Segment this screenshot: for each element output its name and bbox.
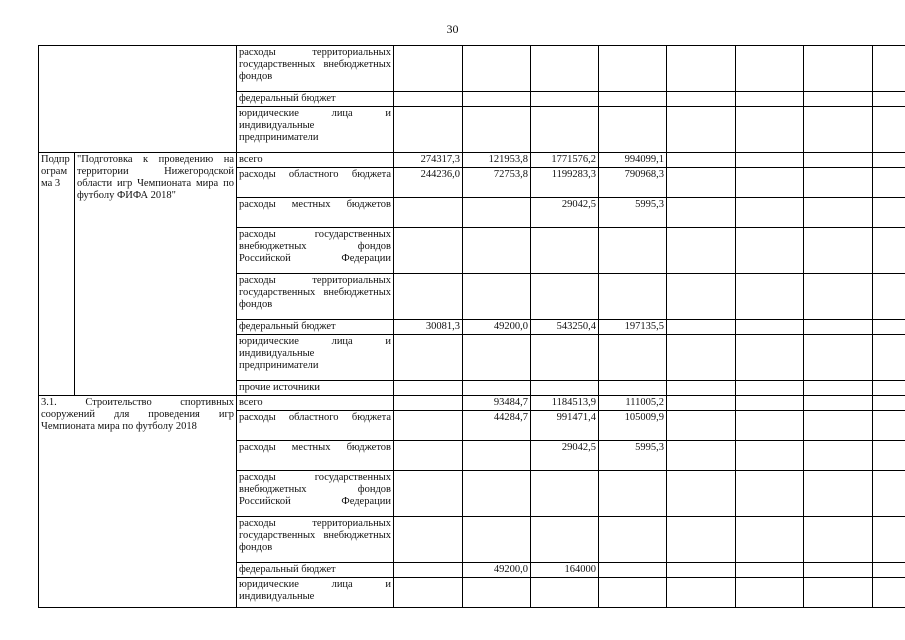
value-cell (873, 381, 905, 396)
value-cell (804, 198, 873, 228)
value-cell (394, 274, 463, 320)
value-cell (667, 153, 736, 168)
value-cell (667, 320, 736, 335)
value-cell (463, 107, 531, 153)
value-cell (531, 92, 599, 107)
value-cell: 49200,0 (463, 563, 531, 578)
value-cell (531, 228, 599, 274)
value-cell (804, 411, 873, 441)
value-cell (463, 381, 531, 396)
continued-program-cell (39, 46, 237, 153)
funding-source-cell: прочие источники (237, 381, 394, 396)
value-cell (667, 107, 736, 153)
value-cell (394, 396, 463, 411)
value-cell (736, 396, 804, 411)
value-cell: 790968,3 (599, 168, 667, 198)
value-cell (804, 517, 873, 563)
value-cell (873, 228, 905, 274)
value-cell (394, 471, 463, 517)
value-cell: 93484,7 (463, 396, 531, 411)
value-cell (873, 274, 905, 320)
value-cell (804, 396, 873, 411)
value-cell (804, 335, 873, 381)
value-cell (736, 198, 804, 228)
value-cell: 105009,9 (599, 411, 667, 441)
value-cell (599, 228, 667, 274)
value-cell: 274317,3 (394, 153, 463, 168)
value-cell (667, 46, 736, 92)
value-cell (736, 471, 804, 517)
funding-source-cell: юридические лица и индивидуальные предприниматели (237, 107, 394, 153)
value-cell (804, 153, 873, 168)
value-cell (599, 107, 667, 153)
value-cell (873, 46, 905, 92)
value-cell (394, 92, 463, 107)
funding-source-cell: расходы территориальных государственных внебюджетных фондов (237, 46, 394, 92)
value-cell (804, 381, 873, 396)
funding-source-cell: юридические лица и индивидуальные предприниматели (237, 335, 394, 381)
value-cell (667, 168, 736, 198)
value-cell (394, 228, 463, 274)
value-cell (873, 92, 905, 107)
value-cell (736, 107, 804, 153)
value-cell: 30081,3 (394, 320, 463, 335)
value-cell (599, 471, 667, 517)
value-cell (531, 107, 599, 153)
value-cell (804, 107, 873, 153)
value-cell (463, 92, 531, 107)
value-cell (599, 563, 667, 578)
value-cell (667, 274, 736, 320)
value-cell: 111005,2 (599, 396, 667, 411)
funding-source-cell: расходы местных бюджетов (237, 441, 394, 471)
table-row (39, 396, 905, 411)
value-cell (873, 107, 905, 153)
funding-source-cell: федеральный бюджет (237, 563, 394, 578)
value-cell (394, 441, 463, 471)
value-cell (804, 320, 873, 335)
value-cell: 991471,4 (531, 411, 599, 441)
value-cell (804, 228, 873, 274)
funding-source-cell: расходы государственных внебюджетных фондов Российской Федерации (237, 471, 394, 517)
subprogram-title-cell: "Подготовка к проведению на территории Нижегородской области игр Чемпионата мира по футболу ФИФА 2018" (75, 153, 237, 396)
value-cell: 244236,0 (394, 168, 463, 198)
value-cell (394, 107, 463, 153)
value-cell (667, 471, 736, 517)
value-cell (667, 441, 736, 471)
value-cell (463, 228, 531, 274)
value-cell: 1184513,9 (531, 396, 599, 411)
value-cell: 1199283,3 (531, 168, 599, 198)
value-cell (873, 320, 905, 335)
value-cell (804, 168, 873, 198)
value-cell: 5995,3 (599, 198, 667, 228)
value-cell (463, 46, 531, 92)
value-cell: 49200,0 (463, 320, 531, 335)
value-cell (873, 335, 905, 381)
value-cell (804, 274, 873, 320)
value-cell (736, 578, 804, 608)
value-cell (667, 578, 736, 608)
subprogram-code-cell: Подпрограмма 3 (39, 153, 75, 396)
value-cell (736, 381, 804, 396)
funding-source-cell: федеральный бюджет (237, 92, 394, 107)
value-cell (736, 563, 804, 578)
value-cell (667, 335, 736, 381)
value-cell (667, 228, 736, 274)
value-cell (394, 411, 463, 441)
value-cell (463, 471, 531, 517)
value-cell (873, 563, 905, 578)
value-cell (736, 228, 804, 274)
value-cell (599, 46, 667, 92)
value-cell (599, 92, 667, 107)
funding-source-cell: расходы областного бюджета (237, 411, 394, 441)
value-cell: 197135,5 (599, 320, 667, 335)
value-cell (531, 46, 599, 92)
budget-table-body (39, 46, 905, 608)
value-cell (804, 563, 873, 578)
value-cell (804, 471, 873, 517)
value-cell (667, 381, 736, 396)
funding-source-cell: расходы территориальных государственных внебюджетных фондов (237, 274, 394, 320)
value-cell (873, 198, 905, 228)
value-cell (736, 92, 804, 107)
value-cell (873, 153, 905, 168)
funding-source-cell: расходы территориальных государственных внебюджетных фондов (237, 517, 394, 563)
value-cell (736, 46, 804, 92)
value-cell (667, 396, 736, 411)
value-cell (531, 274, 599, 320)
value-cell: 994099,1 (599, 153, 667, 168)
value-cell: 5995,3 (599, 441, 667, 471)
value-cell (736, 517, 804, 563)
value-cell (667, 563, 736, 578)
value-cell (394, 578, 463, 608)
value-cell (736, 274, 804, 320)
funding-source-cell: расходы областного бюджета (237, 168, 394, 198)
value-cell (463, 441, 531, 471)
value-cell (394, 335, 463, 381)
value-cell (873, 396, 905, 411)
value-cell (463, 578, 531, 608)
value-cell (531, 381, 599, 396)
funding-source-cell: федеральный бюджет (237, 320, 394, 335)
value-cell (667, 517, 736, 563)
value-cell (394, 563, 463, 578)
value-cell (531, 335, 599, 381)
value-cell (873, 441, 905, 471)
value-cell (531, 578, 599, 608)
funding-source-cell: всего (237, 396, 394, 411)
value-cell (736, 168, 804, 198)
value-cell: 29042,5 (531, 198, 599, 228)
value-cell: 29042,5 (531, 441, 599, 471)
value-cell (599, 578, 667, 608)
value-cell (804, 92, 873, 107)
funding-source-cell: расходы государственных внебюджетных фондов Российской Федерации (237, 228, 394, 274)
value-cell (599, 274, 667, 320)
value-cell (394, 46, 463, 92)
value-cell (736, 441, 804, 471)
table-row (39, 46, 905, 92)
value-cell (394, 198, 463, 228)
measure-title-cell: 3.1. Строительство спортивных сооружений для проведения игр Чемпионата мира по футболу 2018 (39, 396, 237, 608)
value-cell: 44284,7 (463, 411, 531, 441)
value-cell (736, 411, 804, 441)
funding-source-cell: всего (237, 153, 394, 168)
value-cell (463, 274, 531, 320)
value-cell (531, 517, 599, 563)
value-cell (667, 411, 736, 441)
value-cell: 72753,8 (463, 168, 531, 198)
value-cell: 1771576,2 (531, 153, 599, 168)
value-cell (736, 153, 804, 168)
value-cell (394, 517, 463, 563)
table-row (39, 153, 905, 168)
funding-source-cell: юридические лица и индивидуальные (237, 578, 394, 608)
value-cell (736, 320, 804, 335)
value-cell (463, 198, 531, 228)
value-cell (873, 411, 905, 441)
value-cell (804, 46, 873, 92)
value-cell (873, 517, 905, 563)
value-cell (736, 335, 804, 381)
value-cell (873, 471, 905, 517)
value-cell (804, 578, 873, 608)
value-cell (463, 335, 531, 381)
value-cell (599, 335, 667, 381)
value-cell: 164000 (531, 563, 599, 578)
value-cell (873, 168, 905, 198)
value-cell: 543250,4 (531, 320, 599, 335)
value-cell (463, 517, 531, 563)
value-cell (667, 92, 736, 107)
value-cell: 121953,8 (463, 153, 531, 168)
value-cell (394, 381, 463, 396)
value-cell (599, 517, 667, 563)
value-cell (599, 381, 667, 396)
value-cell (873, 578, 905, 608)
value-cell (531, 471, 599, 517)
value-cell (804, 441, 873, 471)
funding-source-cell: расходы местных бюджетов (237, 198, 394, 228)
budget-table (38, 45, 905, 608)
value-cell (667, 198, 736, 228)
page-number: 30 (446, 22, 459, 36)
